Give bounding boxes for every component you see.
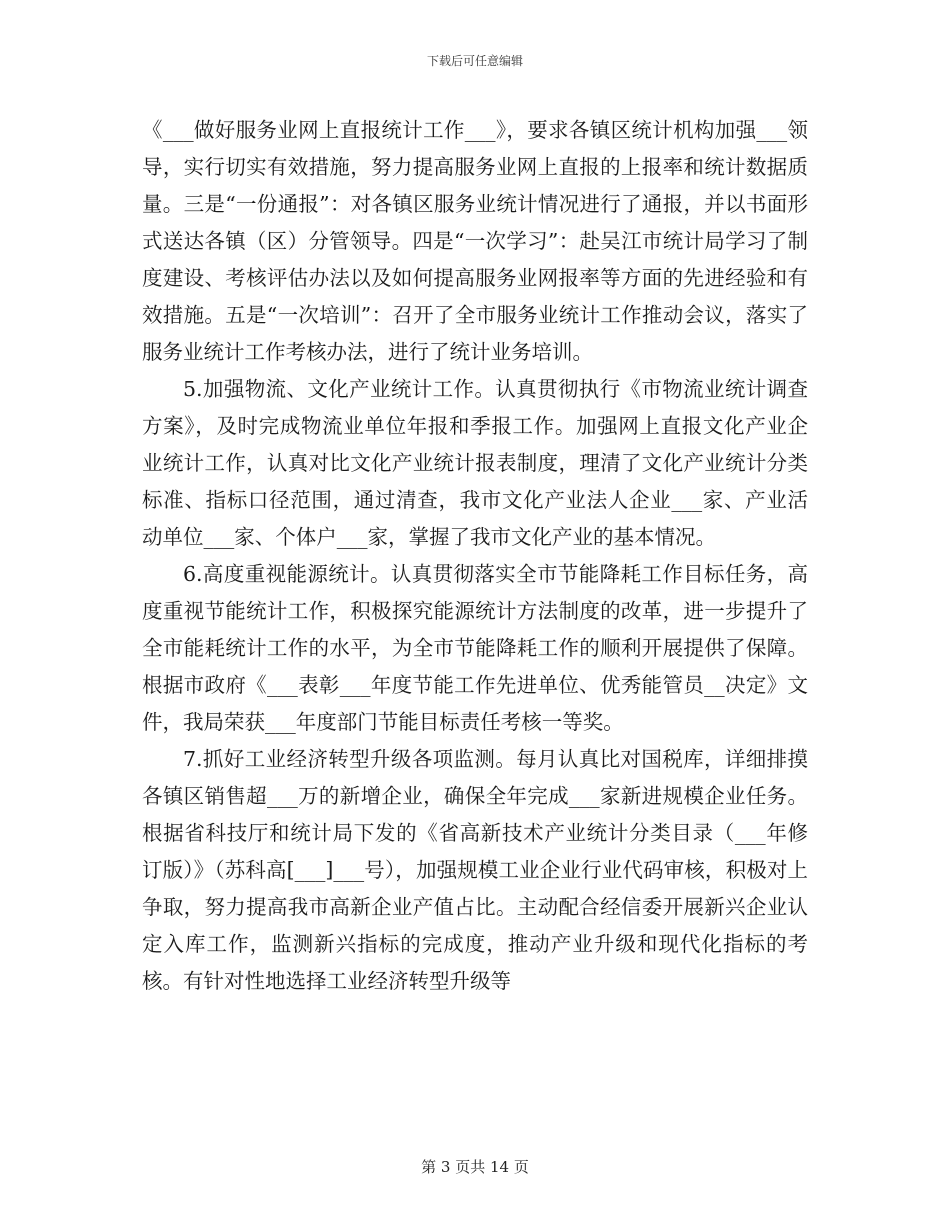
page-header: 下载后可任意编辑 <box>426 54 523 68</box>
paragraph-2: 5.加强物流、文化产业统计工作。认真贯彻执行《市物流业统计调查方案》，及时完成物流业单位年报和季报工作。加强网上直报文化产业企业统计工作，认真对比文化产业统计报表制度，理清了文化产业统计分类标准、指标口径范围，通过清查，我市文化产业法人企业___家、产业活动单位___家、个体户___家，掌握了我市文化产业的基本情况。 <box>142 377 808 549</box>
document-body <box>142 112 808 1000</box>
paragraph-4: 7.抓好工业经济转型升级各项监测。每月认真比对国税库，详细排摸各镇区销售超___万的新增企业，确保全年完成___家新进规模企业任务。根据省科技厅和统计局下发的《省高新技术产业统计分类目录（___年修订版）》（苏科高[___]___号），加强规模工业企业行业代码审核，积极对上争取，努力提高我市高新企业产值占比。主动配合经信委开展新兴企业认定入库工作，监测新兴指标的完成度，推动产业升级和现代化指标的考核。有针对性地选择工业经济转型升级等 <box>142 747 808 993</box>
paragraph-1: 《___做好服务业网上直报统计工作___》，要求各镇区统计机构加强___领导，实行切实有效措施，努力提高服务业网上直报的上报率和统计数据质量。三是“一份通报”：对各镇区服务业统计情况进行了通报，并以书面形式送达各镇（区）分管领导。四是“一次学习”：赴吴江市统计局学习了制度建设、考核评估办法以及如何提高服务业网报率等方面的先进经验和有效措施。五是“一次培训”：召开了全市服务业统计工作推动会议，落实了服务业统计工作考核办法，进行了统计业务培训。 <box>142 118 808 364</box>
page-footer: 第 3 页共 14 页 <box>421 1158 529 1176</box>
paragraph-3: 6.高度重视能源统计。认真贯彻落实全市节能降耗工作目标任务，高度重视节能统计工作，积极探究能源统计方法制度的改革，进一步提升了全市能耗统计工作的水平，为全市节能降耗工作的顺利开展提供了保障。根据市政府《___表彰___年度节能工作先进单位、优秀能管员__决定》文件，我局荣获___年度部门节能目标责任考核一等奖。 <box>142 562 808 734</box>
